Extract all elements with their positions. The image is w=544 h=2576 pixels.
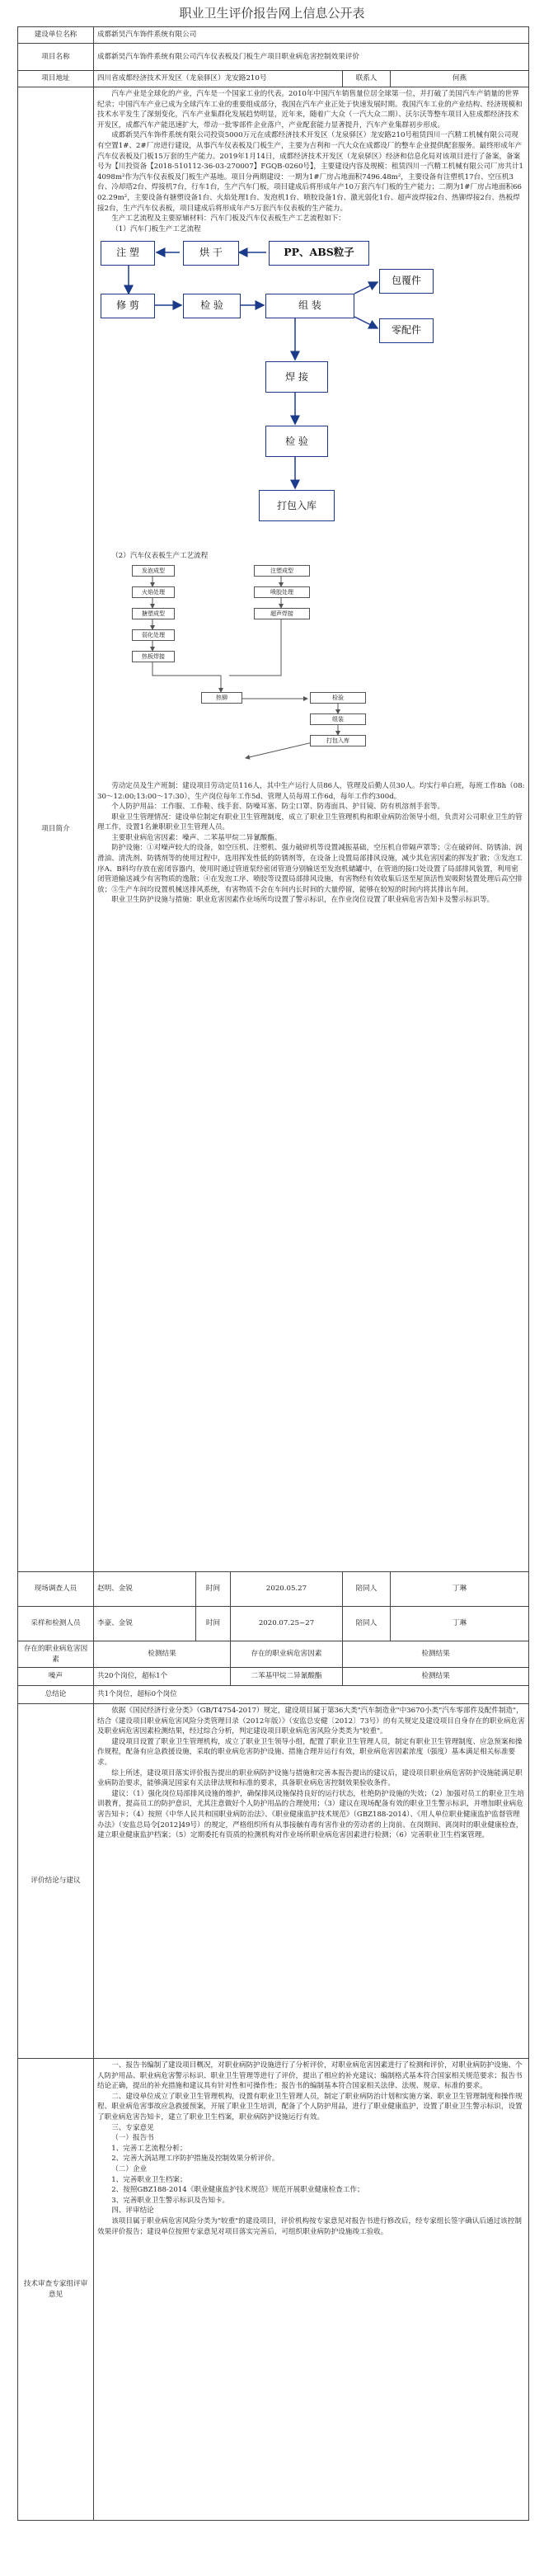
expert-paragraph: 二、建设单位成立了职业卫生管理机构，设置有职业卫生管理人员，制定了职业病防治计划和实施方案、职业卫生管理制度和操作规程、职业病危害事故应急救援预案，开展了职业卫生培训，配备了个人防护用品，进行了职业健康监护，设置了职业卫生警示标识，设置了职业病危害告知卡，建立了职业卫生档案，职业病防护设施运行有效。 — [97, 2092, 523, 2122]
hazard-noise: 噪声 — [18, 1668, 94, 1686]
flow-step-weakening: 弱化处理 — [132, 629, 175, 641]
flow-step-injection-molding: 注塑成型 — [254, 565, 310, 577]
overall-label: 总结论 — [18, 1686, 94, 1704]
intro-paragraph: 个人防护用品：工作服、工作鞋、线手套、防噪耳塞、防尘口罩、防毒面具、护目镜、防有机溶剂手套等。 — [111, 803, 445, 812]
flow-step-injection: 注 塑 — [101, 241, 155, 266]
expert-paragraph: 该项目属于职业病危害风险分类为"较重"的建设项目，评价机构按专家意见对报告书进行修改后，经专家组长签字确认后通过该控制效果评价报告；建设单位按照专家意见对项目落实完善后，可组织职业病防护设施竣工验收。 — [97, 2216, 522, 2236]
page-title: 职业卫生评价报告网上信息公开表 — [179, 6, 365, 21]
flow-step-hot-riveting: 热铆 — [201, 692, 242, 704]
sampling-peer-value: 丁琳 — [391, 1607, 529, 1641]
sampling-label: 采样和检测人员 — [18, 1607, 94, 1641]
intro-paragraph: 防护设施：①对噪声较大的设备，如空压机、注塑机、强力破碎机等设置减振基础，空压机自带隔声罩等；②在破碎间、防锈油、润滑油、清洗剂、防锈剂等的使用过程中，选用挥发性低的防锈剂等，在设备上设置局部排风设施，减少其危害因素的挥发扩散；③发泡工序A、B料均存放在密闭容器内，使用时通过管道泵经密闭管道分别输送至发泡机储罐中，在管道的接口处设置了局部排风装置，利用密闭管道输送减少有害物质的逸散；④在发泡工序、喷胶等设置局部排风设施，有害物经有效收集后送至屋顶活性炭吸附装置处理后高空排放；⑤生产车间均设置机械送排风系统，有害物质不会在车间内长时间的大量停留，能够在较短的时间内将其排出车间。 — [97, 844, 523, 894]
survey-value: 赵明、金锐 — [94, 1572, 196, 1607]
flow-step-slush-molding: 搪塑成型 — [132, 608, 175, 619]
intro-paragraph: 职业卫生管理情况：建设单位制定有职业卫生管理制度，成立了职业卫生管理机构和职业病防治领导小组，负责对公司职业卫生的管理工作，设置1名兼职职业卫生管理人员。 — [97, 812, 523, 832]
flow-input-wrap-parts: 包覆件 — [379, 269, 434, 294]
hazard-head-result: 检测结果 — [94, 1641, 231, 1668]
conclusion-label: 评价结论与建议 — [18, 1704, 94, 2059]
sampling-peer-label: 陪同人 — [343, 1607, 391, 1641]
survey-time-value: 2020.05.27 — [231, 1572, 343, 1607]
flow-step-glue-spraying: 喷胶处理 — [254, 586, 310, 598]
conclusion-paragraph: 建设项目设置了职业卫生管理机构，成立了职业卫生领导小组，配置了职业卫生管理人员，制定有职业卫生管理制度、应急预案和操作规程，配备有应急救援设施，采取的职业病危害防护设施、措施合理并运行有效，职业病危害因素浓度（强度）基本满足相关标准要求。 — [97, 1737, 523, 1767]
dashboard-flowchart — [122, 563, 452, 779]
intro-paragraph: 职业卫生防护设施与措施：职业危害因素作业场所均设置了警示标识，在作业岗位设置了职业病危害告知卡及警示标识等。 — [111, 896, 495, 905]
intro-paragraph: 劳动定员及生产班制：建设项目劳动定员116人，其中生产运行人员86人，管理及后勤人员30人。均实行单白班，每班工作8h（08:30～12:00;13:00～17:30），生产岗位每年工作5d、管理人员每周工作6d，每年工作约300d。 — [97, 781, 525, 801]
expert-subheading: （二）企业 — [111, 2164, 148, 2173]
address-value: 四川省成都经济技术开发区（龙泉驿区）龙安路210号 — [94, 71, 343, 87]
expert-heading: 三、专家意见 — [111, 2123, 154, 2132]
intro-content — [94, 87, 529, 1572]
flow-step-final-inspection: 检 验 — [265, 426, 328, 457]
conclusion-content — [94, 1704, 529, 2059]
dashboard-flow-heading: （2）汽车仪表板生产工艺流程 — [111, 552, 209, 561]
contact-value: 何燕 — [391, 71, 529, 87]
survey-label: 现场调查人员 — [18, 1572, 94, 1607]
expert-item: 1、完善工艺流程分析； — [111, 2144, 187, 2153]
expert-content — [94, 2059, 529, 2521]
sampling-time-value: 2020.07.25~27 — [231, 1607, 343, 1641]
flow-step-drying: 烘 干 — [183, 241, 239, 266]
flow-step-assembly: 组 装 — [265, 294, 354, 318]
flow-input-components: 零配件 — [379, 318, 434, 343]
flow-step-foaming: 发泡成型 — [132, 565, 175, 577]
hazard-head-result-2: 检测结果 — [343, 1641, 529, 1668]
conclusion-paragraph: 综上所述，建设项目落实评价报告提出的职业病防护设施与措施和完善本报告提出的建议后，建设项目职业病危害防护设施能满足职业病防治要求，能够满足国家有关法律法规和标准的要求，具备职业病危害控制效果验收条件。 — [97, 1768, 523, 1788]
expert-label: 技术审查专家组评审意见 — [18, 2059, 94, 2521]
expert-paragraph: 一、报告书编制了建设项目概况，对职业病防护设施进行了分析评价，对职业病危害因素进行了检测和评价，对职业病防护设施、个人防护用品、职业病危害警示标识、职业卫生管理等进行了评价，提出了相应的补充建议；编制格式基本符合国家相关规范要求；报告书结论正确，提出的补充措施和建议具有针对性和可操作性；报告书的编制基本符合国家相关法律、法规、规章、标准的要求。 — [97, 2061, 523, 2091]
flow-material-pp-abs: PP、ABS粒子 — [269, 241, 369, 266]
intro-paragraph: 生产工艺流程及主要原辅材料：汽车门板及汽车仪表板生产工艺流程如下： — [111, 214, 345, 224]
unit-value: 成都新昊汽车饰件系统有限公司 — [94, 27, 529, 44]
expert-heading: 四、评审结论 — [111, 2206, 154, 2216]
intro-paragraph: 汽车产业是全球化的产业，汽车是一个国家工业的代表。2010年中国汽车销售量位居全球第一位，并打破了美国汽车产销量的世界纪录；中国汽车产业已成为全球汽车工业的重要组成部分，我国在汽车产业正处于快速发展时期。我国汽车工业的产业结构、经济规模和技术水平发生了深刻变化，汽车产业集群化发展趋势明显，近年来，随着广大众（一汽大众二期）、沃尔沃等整车项目入驻成都经济技术开发区，成都汽车产能迅速扩大，带动一批零部件企业落户，产业配套能力显著提升，汽车产业集群初步形成。 — [97, 90, 523, 130]
flow-step-flame-treatment: 火焰处理 — [132, 586, 175, 598]
contact-label: 联系人 — [343, 71, 391, 87]
overall-value: 共1个岗位，超标0个岗位 — [94, 1686, 529, 1704]
flow-step-inspection: 检验 — [310, 692, 366, 704]
flow-step-packing: 打包入库 — [259, 490, 335, 521]
address-label: 项目地址 — [18, 71, 94, 87]
hazard-mdi-result: 检测结果 — [343, 1668, 529, 1686]
flow-step-welding: 焊 接 — [265, 361, 328, 393]
intro-paragraph: 成都新昊汽车饰件系统有限公司投资5000万元在成都经济技术开发区（龙泉驿区）龙安路210号租赁四川一汽精工机械有限公司现有空置1#、2#厂房进行建设，从事汽车仪表板及门板生产，主要为吉利和一汽大众在成都设厂的整车企业提供配套服务。最终形成年产汽车仪表板及门板15万套的生产能力。2019年1月14日，成都经济技术开发区（龙泉驿区）经济和信息化局对该项目进行了备案，备案号为【川投资备【2018-510112-36-03-270007】FGQB-0260号】，主要建设内容及规模：租赁四川一汽精工机械有限公司厂房共计14098m²作为汽车仪表板及门板生产基地。项目分两期建设：一期为1#厂房占地面积7496.48m²，主要设备有注塑机17台、空压机3台、冷却塔2台、焊接机7台，行车1台，生产汽车门板，项目建成后将形成年产10万套汽车门板的生产能力；二期为1#厂房占地面积6602.29m²，主要设备有搪塑设备1台、火焰处理1台、发泡机1台、喷胶设备1台、激光弱化1台、超声波焊接2台、热铆焊接2台、热板焊接2台，生产汽车仪表板，项目建成后将形成年产5万套汽车仪表板的生产能力。 — [97, 131, 524, 213]
hazard-head-factor-2: 存在的职业病危害因素 — [231, 1641, 343, 1668]
hazard-mdi: 二苯基甲烷二异氰酸酯 — [231, 1668, 343, 1686]
flow-step-assembly: 组装 — [310, 713, 366, 725]
project-name-value: 成都新昊汽车饰件系统有限公司汽车仪表板及门板生产项目职业病危害控制效果评价 — [94, 44, 529, 71]
unit-label: 建设单位名称 — [18, 27, 94, 44]
expert-item: 2、完善大涡站理工序防护措施及控制效果分析评价。 — [111, 2155, 279, 2164]
flow-step-ultrasonic-welding: 超声焊接 — [254, 608, 310, 619]
door-panel-flow-heading: （1）汽车门板生产工艺流程 — [111, 224, 201, 233]
flow-step-hot-plate-welding: 热板焊接 — [132, 651, 175, 662]
door-panel-flowchart — [97, 236, 509, 549]
flow-step-inspection: 检 验 — [183, 294, 241, 318]
sampling-time-label: 时间 — [196, 1607, 231, 1641]
conclusion-paragraph: 建议：（1）强化岗位局部排风设施的维护，确保排风设施保持良好的运行状态，杜绝防护设施的失效；（2）加强对员工的职业卫生培训教育，提高员工的防护意识，尤其注意做好个人防护用品的合理使用；（3）建议在现场配备有效的职业卫生警示标识，并增加职业病危害告知卡；（4）按照《中华人民共和国职业病防治法》、《职业健康监护技术规范》（GBZ188-2014）、《用人单位职业健康监护监督管理办法》（安监总局令[2012]49号）的规定，严格组织所有从事接触有毒有害作业的劳动者的上岗前、在岗期间、离岗时的职业健康检查，建立职业健康监护档案；（5）定期委托有资质的检测机构对作业场所职业病危害因素进行检测；（6）完善职业卫生档案管理。 — [97, 1789, 524, 1840]
expert-item: 1、完善职业卫生档案； — [111, 2175, 187, 2184]
info-table — [17, 26, 529, 2521]
project-name-label: 项目名称 — [18, 44, 94, 71]
hazard-head-factor: 存在的职业病危害因素 — [18, 1641, 94, 1668]
flow-step-trimming: 修 剪 — [101, 294, 155, 318]
expert-item: 3、完善职业卫生警示标识及告知卡。 — [111, 2196, 230, 2205]
flow-step-packing: 打包入库 — [310, 735, 366, 746]
survey-peer-label: 陪同人 — [343, 1572, 391, 1607]
expert-subheading: （一）报告书 — [111, 2134, 154, 2143]
hazard-noise-result: 共20个岗位，超标1个 — [94, 1668, 231, 1686]
expert-item: 2、按照GBZ188-2014《职业健康监护技术规范》规范开展职业健康检查工作； — [111, 2186, 364, 2195]
intro-label: 项目简介 — [18, 87, 94, 1572]
sampling-value: 李豪、金锐 — [94, 1607, 196, 1641]
survey-peer-value: 丁琳 — [391, 1572, 529, 1607]
conclusion-paragraph: 依据《国民经济行业分类》（GB/T4754-2017）规定，建设项目属于第36大类"汽车制造业"中3670小类"汽车零部件及配件制造"，结合《建设项目职业病危害风险分类管理目录（2012年版）》（安监总安健〔2012〕73号）的有关规定及建设项目自身存在的职业病危害及职业病危害因素检测结果，经过综合分析，判定建设项目职业病危害风险分类类为"较重"。 — [97, 1707, 525, 1736]
survey-time-label: 时间 — [196, 1572, 231, 1607]
intro-paragraph: 主要职业病危害因素：噪声、二苯基甲烷二异氰酸酯。 — [111, 833, 282, 842]
